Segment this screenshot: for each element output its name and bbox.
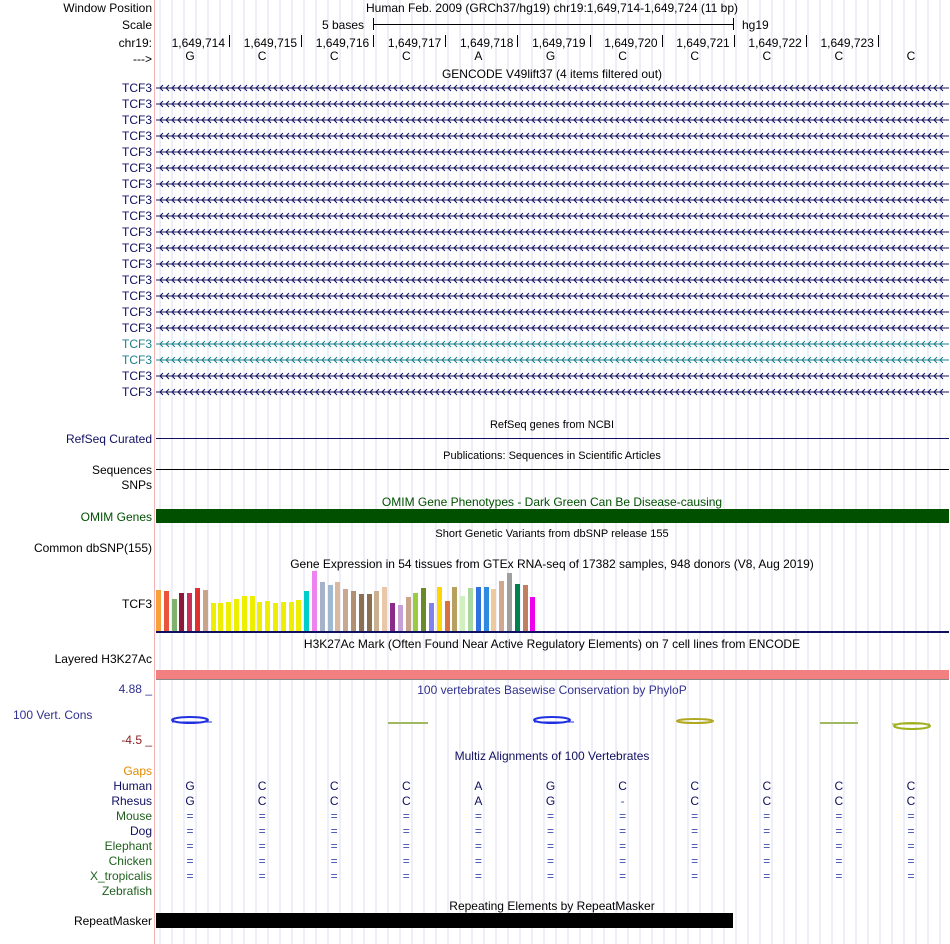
multiz-base: = xyxy=(186,869,194,883)
h3k27ac-track-label[interactable]: Layered H3K27Ac xyxy=(54,652,152,666)
gencode-transcript-label[interactable]: TCF3 xyxy=(122,177,152,191)
refseq-track-label[interactable]: RefSeq Curated xyxy=(65,432,152,446)
ruler-tick xyxy=(734,35,735,47)
gtex-tissue-bar[interactable] xyxy=(226,602,231,631)
pubs-line[interactable] xyxy=(156,469,949,470)
multiz-base: C xyxy=(401,779,411,793)
ruler-tick xyxy=(229,35,230,47)
multiz-base: = xyxy=(474,869,482,883)
ruler-position-label: 1,649,719 xyxy=(532,36,586,50)
h3k27ac-signal-bar[interactable] xyxy=(156,670,949,679)
phylop-min-label: -4.5 _ xyxy=(121,733,152,747)
gtex-tissue-bar[interactable] xyxy=(312,571,317,631)
gtex-tissue-bar[interactable] xyxy=(304,591,309,631)
label-divider xyxy=(154,0,155,944)
ruler-position-label: 1,649,715 xyxy=(243,36,298,50)
gtex-tissue-bar[interactable] xyxy=(328,585,333,631)
multiz-base: = xyxy=(330,824,338,838)
gtex-tissue-bar[interactable] xyxy=(499,581,504,631)
gencode-transcript-label[interactable]: TCF3 xyxy=(122,353,152,367)
multiz-base: = xyxy=(546,854,554,868)
multiz-base: = xyxy=(619,869,627,883)
gencode-transcript-line[interactable] xyxy=(156,321,949,337)
reference-base: C xyxy=(401,49,411,63)
gtex-tissue-bar[interactable] xyxy=(218,603,223,631)
ruler-tick xyxy=(445,35,446,47)
h3k27ac-track-title[interactable]: H3K27Ac Mark (Often Found Near Active Regulatory Elements) on 7 cell lines from ENCODE xyxy=(303,637,801,651)
gtex-tissue-bar[interactable] xyxy=(523,585,528,631)
gencode-transcript-line[interactable] xyxy=(156,145,949,161)
reference-base: C xyxy=(762,49,772,63)
assembly-position-title: Human Feb. 2009 (GRCh37/hg19) chr19:1,649,714-1,649,724 (11 bp) xyxy=(365,1,739,15)
multiz-base: C xyxy=(329,779,339,793)
gencode-transcript-label[interactable]: TCF3 xyxy=(122,129,152,143)
gencode-transcript-label[interactable]: TCF3 xyxy=(122,81,152,95)
gencode-transcript-label[interactable]: TCF3 xyxy=(122,321,152,335)
multiz-base: G xyxy=(545,794,556,808)
gencode-transcript-label[interactable]: TCF3 xyxy=(122,241,152,255)
gtex-tissue-bar[interactable] xyxy=(476,587,481,631)
gtex-tissue-bar[interactable] xyxy=(179,593,184,631)
multiz-species-label[interactable]: Rhesus xyxy=(111,794,152,808)
multiz-base: = xyxy=(546,869,554,883)
multiz-base: G xyxy=(185,779,195,793)
gtex-tissue-bar[interactable] xyxy=(289,602,294,631)
reference-base: C xyxy=(257,49,267,63)
multiz-base: = xyxy=(907,869,915,883)
gtex-tissue-bar[interactable] xyxy=(335,582,340,631)
gencode-transcript-line[interactable] xyxy=(156,209,949,225)
repeatmasker-track-title[interactable]: Repeating Elements by RepeatMasker xyxy=(449,899,655,913)
gtex-tissue-bar[interactable] xyxy=(452,587,457,631)
multiz-base: = xyxy=(619,854,627,868)
multiz-base: = xyxy=(474,824,482,838)
ruler-position-label: 1,649,722 xyxy=(748,36,802,50)
multiz-species-label[interactable]: Mouse xyxy=(115,809,152,823)
ruler-position-label: 1,649,716 xyxy=(315,36,370,50)
multiz-base: C xyxy=(906,794,916,808)
gtex-tissue-bar[interactable] xyxy=(421,588,426,631)
gencode-transcript-line[interactable] xyxy=(156,257,949,273)
multiz-base: = xyxy=(330,869,338,883)
multiz-base: = xyxy=(546,809,554,823)
gencode-transcript-label[interactable]: TCF3 xyxy=(122,289,152,303)
gencode-transcript-label[interactable]: TCF3 xyxy=(122,257,152,271)
multiz-base: = xyxy=(619,839,627,853)
multiz-base: = xyxy=(186,809,194,823)
multiz-base: = xyxy=(763,824,771,838)
gtex-tissue-bar[interactable] xyxy=(460,596,465,631)
gtex-tissue-bar[interactable] xyxy=(398,605,403,631)
gtex-tissue-bar[interactable] xyxy=(273,603,278,631)
gtex-tissue-bar[interactable] xyxy=(211,603,216,631)
reference-base: C xyxy=(834,49,844,63)
multiz-base: C xyxy=(257,779,267,793)
gencode-transcript-line[interactable] xyxy=(156,289,949,305)
gtex-tissue-bar[interactable] xyxy=(390,603,395,631)
gtex-tissue-bar[interactable] xyxy=(265,601,270,631)
multiz-base: = xyxy=(691,824,699,838)
multiz-base: = xyxy=(186,824,194,838)
gtex-tissue-bar[interactable] xyxy=(374,591,379,631)
multiz-base: C xyxy=(618,779,627,793)
ruler-position-label: 1,649,714 xyxy=(171,36,225,50)
gencode-transcript-label[interactable]: TCF3 xyxy=(122,225,152,239)
gencode-transcript-line[interactable] xyxy=(156,113,949,129)
ruler-tick xyxy=(517,35,518,47)
omim-track-title[interactable]: OMIM Gene Phenotypes - Dark Green Can Be Disease-causing xyxy=(381,495,723,509)
multiz-base: = xyxy=(763,854,771,868)
multiz-species-label[interactable]: X_tropicalis xyxy=(89,869,152,883)
gtex-tissue-bar[interactable] xyxy=(234,599,239,631)
multiz-base: C xyxy=(257,794,267,808)
multiz-base: A xyxy=(474,779,483,793)
gtex-tissue-bar[interactable] xyxy=(296,600,301,631)
gencode-transcript-line[interactable] xyxy=(156,177,949,193)
phylop-glyph-g2 xyxy=(534,717,574,723)
gencode-transcript-line[interactable] xyxy=(156,225,949,241)
multiz-base: = xyxy=(835,854,843,868)
gtex-tissue-bar[interactable] xyxy=(156,590,161,631)
multiz-base: = xyxy=(330,809,338,823)
scale-text: 5 bases xyxy=(322,18,365,32)
gtex-tissue-bar[interactable] xyxy=(187,593,192,631)
reference-base: C xyxy=(618,49,627,63)
multiz-species-label[interactable]: Elephant xyxy=(104,839,152,853)
pubs-track-label-snps[interactable]: SNPs xyxy=(121,478,152,492)
multiz-base: = xyxy=(258,809,266,823)
reference-base: G xyxy=(185,49,195,63)
gencode-transcript-line[interactable] xyxy=(156,273,949,289)
multiz-gaps-label: Gaps xyxy=(123,764,152,778)
multiz-base: G xyxy=(545,779,556,793)
multiz-base: = xyxy=(907,809,915,823)
gencode-transcript-line[interactable] xyxy=(156,129,949,145)
gtex-tissue-bar[interactable] xyxy=(429,603,434,631)
multiz-base: = xyxy=(763,839,771,853)
multiz-base: C xyxy=(834,794,844,808)
multiz-base: A xyxy=(474,794,483,808)
multiz-base: C xyxy=(834,779,844,793)
multiz-species-label[interactable]: Human xyxy=(113,779,152,793)
multiz-base: = xyxy=(402,839,410,853)
dbsnp-track-label[interactable]: Common dbSNP(155) xyxy=(33,541,152,555)
multiz-base: = xyxy=(691,854,699,868)
multiz-base: C xyxy=(401,794,411,808)
gtex-tissue-bar[interactable] xyxy=(382,587,387,631)
multiz-base: = xyxy=(330,839,338,853)
gtex-tissue-bar[interactable] xyxy=(257,602,262,631)
pubs-track-title[interactable]: Publications: Sequences in Scientific Articles xyxy=(443,450,661,462)
phylop-track-label[interactable]: 100 Vert. Cons xyxy=(13,708,93,722)
gencode-transcript-line[interactable] xyxy=(156,193,949,209)
multiz-base: = xyxy=(907,854,915,868)
gencode-transcript-line[interactable] xyxy=(156,385,949,401)
strand-arrow-label: ---> xyxy=(133,52,152,66)
reference-base: G xyxy=(545,49,556,63)
gtex-tissue-bar[interactable] xyxy=(250,596,255,631)
gtex-tissue-bar[interactable] xyxy=(406,597,411,631)
gencode-transcript-label[interactable]: TCF3 xyxy=(122,369,152,383)
reference-base: C xyxy=(690,49,700,63)
multiz-base: = xyxy=(691,869,699,883)
multiz-base: = xyxy=(546,824,554,838)
gencode-transcript-line[interactable] xyxy=(156,97,949,113)
multiz-base: = xyxy=(186,854,194,868)
multiz-base: - xyxy=(620,794,625,808)
multiz-base: = xyxy=(258,869,266,883)
ruler-tick xyxy=(373,35,374,47)
multiz-base: = xyxy=(619,809,627,823)
gtex-tissue-bar[interactable] xyxy=(468,588,473,631)
gencode-transcript-label[interactable]: TCF3 xyxy=(122,273,152,287)
gtex-tissue-bar[interactable] xyxy=(515,584,520,631)
multiz-base: C xyxy=(762,794,772,808)
ruler-position-label: 1,649,718 xyxy=(460,36,514,50)
gtex-tissue-bar[interactable] xyxy=(530,597,535,631)
gtex-tissue-bar[interactable] xyxy=(203,590,208,631)
multiz-base: = xyxy=(402,854,410,868)
ruler-position-label: 1,649,721 xyxy=(676,36,730,50)
db-label: hg19 xyxy=(742,18,769,32)
multiz-base: = xyxy=(691,839,699,853)
reference-base: C xyxy=(906,49,916,63)
gencode-transcript-label[interactable]: TCF3 xyxy=(122,305,152,319)
gencode-transcript-label[interactable]: TCF3 xyxy=(122,209,152,223)
scale-bar xyxy=(373,24,733,25)
gtex-track-title[interactable]: Gene Expression in 54 tissues from GTEx RNA-seq of 17382 samples, 948 donors (V8, Aug 2019) xyxy=(290,557,814,571)
multiz-base: = xyxy=(402,869,410,883)
multiz-base: C xyxy=(329,794,339,808)
multiz-base: C xyxy=(690,779,700,793)
multiz-base: = xyxy=(546,839,554,853)
multiz-base: = xyxy=(402,809,410,823)
gtex-tissue-bar[interactable] xyxy=(351,591,356,631)
multiz-base: C xyxy=(762,779,772,793)
gtex-tissue-bar[interactable] xyxy=(195,588,200,631)
scale-label: Scale xyxy=(121,18,152,32)
ruler-tick xyxy=(590,35,591,47)
multiz-base: G xyxy=(185,794,195,808)
gencode-transcript-line[interactable] xyxy=(156,241,949,257)
gencode-transcript-label[interactable]: TCF3 xyxy=(122,385,152,399)
gtex-tissue-bar[interactable] xyxy=(281,602,286,631)
phylop-max-label: 4.88 _ xyxy=(118,682,152,696)
multiz-base: = xyxy=(835,869,843,883)
omim-track-label[interactable]: OMIM Genes xyxy=(80,510,152,524)
ruler-tick xyxy=(662,35,663,47)
multiz-base: = xyxy=(474,809,482,823)
multiz-base: = xyxy=(619,824,627,838)
ruler-position-label: 1,649,723 xyxy=(820,36,874,50)
multiz-base: = xyxy=(474,839,482,853)
multiz-base: = xyxy=(907,824,915,838)
multiz-base: = xyxy=(835,839,843,853)
gtex-tissue-bar[interactable] xyxy=(367,594,372,631)
gtex-tissue-bar[interactable] xyxy=(164,591,169,631)
phylop-glyph-c4 xyxy=(892,723,930,729)
ruler-position-label: 1,649,720 xyxy=(604,36,658,50)
gtex-tissue-bar[interactable] xyxy=(507,573,512,631)
gtex-gene-line[interactable] xyxy=(156,631,949,633)
gencode-transcript-label[interactable]: TCF3 xyxy=(122,337,152,351)
phylop-glyph-g1 xyxy=(172,717,212,723)
gtex-tissue-bar[interactable] xyxy=(343,589,348,631)
pubs-track-label-sequences[interactable]: Sequences xyxy=(91,463,152,477)
multiz-base: = xyxy=(186,839,194,853)
gtex-tissue-bar[interactable] xyxy=(491,589,496,631)
h3k27ac-baseline xyxy=(156,679,949,680)
multiz-base: C xyxy=(690,794,700,808)
phylop-track-title[interactable]: 100 vertebrates Basewise Conservation by PhyloP xyxy=(417,683,687,697)
repeatmasker-track-label[interactable]: RepeatMasker xyxy=(73,914,152,928)
phylop-glyph-c2 xyxy=(677,719,713,723)
window-position-label: Window Position xyxy=(63,1,152,15)
gencode-transcript-label[interactable]: TCF3 xyxy=(122,145,152,159)
multiz-species-label[interactable]: Zebrafish xyxy=(101,884,152,898)
ruler-tick xyxy=(806,35,807,47)
refseq-gene-line[interactable] xyxy=(156,438,949,439)
scale-bar-left-tick xyxy=(373,18,374,30)
gtex-track-label[interactable]: TCF3 xyxy=(122,597,152,611)
gencode-track-title[interactable]: GENCODE V49lift37 (4 items filtered out) xyxy=(441,67,663,81)
multiz-base: = xyxy=(330,854,338,868)
ruler-tick xyxy=(301,35,302,47)
gencode-transcript-line[interactable] xyxy=(156,81,949,97)
gencode-transcript-line[interactable] xyxy=(156,369,949,385)
gtex-tissue-bar[interactable] xyxy=(320,582,325,631)
phylop-glyphs[interactable] xyxy=(156,710,949,734)
multiz-base: = xyxy=(763,809,771,823)
gtex-tissue-bar[interactable] xyxy=(484,587,489,631)
multiz-base: = xyxy=(907,839,915,853)
chrom-label: chr19: xyxy=(118,36,152,50)
multiz-base: = xyxy=(258,839,266,853)
multiz-base: = xyxy=(258,854,266,868)
multiz-base: = xyxy=(402,824,410,838)
multiz-base: = xyxy=(258,824,266,838)
gtex-tissue-bar[interactable] xyxy=(445,601,450,631)
gencode-transcript-line[interactable] xyxy=(156,305,949,321)
omim-gene-bar[interactable] xyxy=(156,509,949,523)
multiz-base: = xyxy=(763,869,771,883)
refseq-track-title[interactable]: RefSeq genes from NCBI xyxy=(489,419,615,431)
multiz-track-title[interactable]: Multiz Alignments of 100 Vertebrates xyxy=(454,749,650,763)
ruler-position-label: 1,649,717 xyxy=(387,36,442,50)
multiz-base: = xyxy=(474,854,482,868)
multiz-species-label[interactable]: Dog xyxy=(129,824,152,838)
multiz-base: = xyxy=(835,809,843,823)
gencode-transcript-label[interactable]: TCF3 xyxy=(122,161,152,175)
multiz-base: C xyxy=(906,779,916,793)
gtex-tissue-bar[interactable] xyxy=(242,596,247,631)
reference-base: C xyxy=(329,49,339,63)
gencode-transcript-line[interactable] xyxy=(156,353,949,369)
gencode-transcript-line[interactable] xyxy=(156,161,949,177)
multiz-base: = xyxy=(691,809,699,823)
gtex-tissue-bar[interactable] xyxy=(437,587,442,631)
dbsnp-track-title[interactable]: Short Genetic Variants from dbSNP release 155 xyxy=(435,528,669,540)
ruler-tick xyxy=(878,35,879,47)
gtex-tissue-bar[interactable] xyxy=(413,593,418,631)
repeatmasker-element-bar[interactable] xyxy=(156,913,733,928)
gencode-transcript-line[interactable] xyxy=(156,337,949,353)
gencode-transcript-label[interactable]: TCF3 xyxy=(122,193,152,207)
gtex-tissue-bar[interactable] xyxy=(172,599,177,631)
multiz-base: = xyxy=(835,824,843,838)
scale-bar-right-tick xyxy=(733,18,734,30)
multiz-species-label[interactable]: Chicken xyxy=(108,854,152,868)
reference-base: A xyxy=(474,49,483,63)
gencode-transcript-label[interactable]: TCF3 xyxy=(122,97,152,111)
gencode-transcript-label[interactable]: TCF3 xyxy=(122,113,152,127)
gtex-tissue-bar[interactable] xyxy=(359,594,364,631)
